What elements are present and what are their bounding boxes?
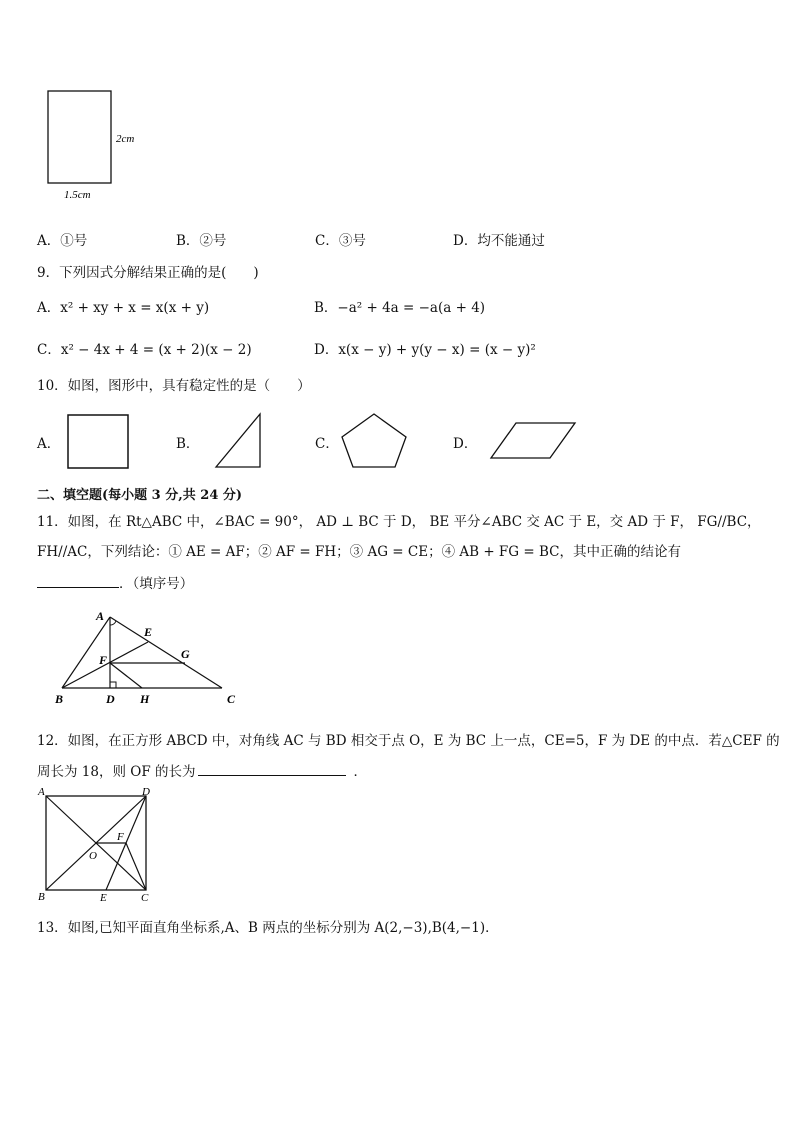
rectangle-figure — [0, 0, 794, 220]
pentagon-shape — [342, 414, 406, 467]
q10-shapes — [0, 405, 794, 485]
q11-label-c: C — [227, 692, 236, 706]
q11-label-e: E — [144, 625, 153, 639]
q12-line2: 周长为 18，则 OF 的长为 ． — [37, 764, 367, 780]
rectangle-shape — [48, 91, 111, 183]
height-label: 2cm — [116, 133, 135, 145]
q9-option-b: B．−a² + 4a = −a(a + 4) — [314, 300, 486, 316]
q12-label-e: E — [100, 892, 107, 904]
q12-label-o: O — [89, 850, 97, 862]
q12-label-c: C — [141, 892, 149, 904]
q8-option-b: B．②号 — [176, 233, 227, 249]
q11-label-a: A — [96, 609, 105, 623]
q13-stem: 13．如图,已知平面直角坐标系,A、B 两点的坐标分别为 A(2,−3),B(4,−1)． — [37, 920, 499, 936]
q10-label-c: C． — [315, 436, 339, 452]
square-shape — [68, 415, 128, 468]
q9-stem: 9．下列因式分解结果正确的是( ) — [37, 265, 259, 281]
q11-answer-blank[interactable] — [37, 575, 119, 588]
q12-label-a: A — [38, 786, 45, 798]
q10-label-a: A． — [37, 436, 61, 452]
q12-label-b: B — [38, 891, 45, 903]
q9-option-c: C．x² − 4x + 4 = (x + 2)(x − 2) — [37, 342, 252, 358]
q12-answer-blank[interactable] — [198, 763, 346, 776]
q10-label-b: B． — [176, 436, 200, 452]
q11-line2: FH//AC，下列结论：① AE = AF；② AF = FH；③ AG = CE；④ AB + FG = BC，其中正确的结论有 — [37, 544, 681, 560]
q11-line3: ．（填序号） — [37, 572, 193, 592]
width-label: 1.5cm — [64, 189, 91, 201]
q11-label-g: G — [181, 647, 190, 661]
q11-triangle-figure — [0, 605, 794, 715]
q12-line1: 12．如图，在正方形 ABCD 中，对角线 AC 与 BD 相交于点 O，E 为 BC 上一点，CE=5，F 为 DE 的中点．若△CEF 的 — [37, 733, 780, 749]
q8-option-d: D．均不能通过 — [453, 233, 545, 249]
q9-option-a: A．x² + xy + x = x(x + y) — [37, 300, 210, 316]
q8-option-a: A．①号 — [37, 233, 88, 249]
q10-stem: 10．如图，图形中，具有稳定性的是（ ） — [37, 378, 311, 394]
q11-label-d: D — [106, 692, 115, 706]
parallelogram-shape — [491, 423, 575, 458]
q11-label-f: F — [99, 653, 108, 667]
q12-square-figure — [0, 780, 794, 910]
q11-line1: 11．如图，在 Rt△ABC 中，∠BAC = 90°， AD ⊥ BC 于 D， BE 平分∠ABC 交 AC 于 E，交 AD 于 F， FG//BC， — [37, 514, 761, 530]
q11-label-h: H — [140, 692, 150, 706]
triangle-shape — [216, 414, 260, 467]
q12-label-d: D — [142, 786, 150, 798]
q8-option-c: C．③号 — [315, 233, 366, 249]
q12-label-f: F — [117, 831, 124, 843]
q10-label-d: D． — [453, 436, 478, 452]
q9-option-d: D．x(x − y) + y(y − x) = (x − y)² — [314, 342, 536, 358]
section-title: 二、填空题(每小题 3 分,共 24 分) — [37, 488, 243, 503]
q11-label-b: B — [55, 692, 64, 706]
